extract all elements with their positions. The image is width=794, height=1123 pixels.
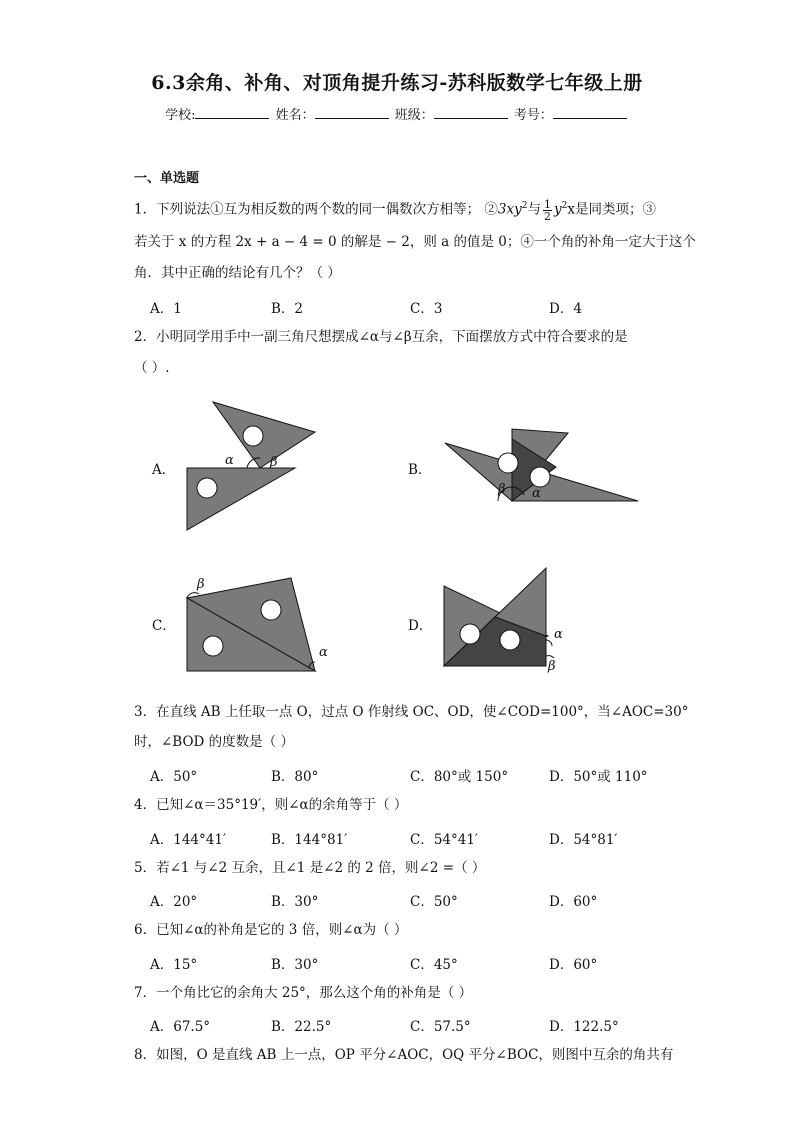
- triangle-bottom: [187, 468, 295, 530]
- q3-option-a[interactable]: A．50°: [150, 769, 198, 785]
- q1-line2: 若关于 x 的方程 2x + a − 4 = 0 的解是 − 2，则 a 的值是 0；④一个角的补角一定大于这个: [134, 234, 696, 250]
- q7-option-a[interactable]: A．67.5°: [150, 1019, 211, 1035]
- q2-figure-b-label[interactable]: B．: [408, 462, 432, 478]
- q2-figure-d-label[interactable]: D．: [408, 618, 433, 634]
- number-blank[interactable]: [553, 106, 627, 119]
- q1-line3: 角．其中正确的结论有几个？（ ）: [134, 265, 341, 281]
- q5-option-a[interactable]: A．20°: [150, 894, 198, 910]
- school-blank[interactable]: [195, 106, 269, 119]
- fraction-half: $\frac{1}{2}$: [543, 197, 551, 223]
- q3-option-c[interactable]: C．80°或 150°: [410, 769, 509, 785]
- q3-line1: 3．在直线 AB 上任取一点 O，过点 O 作射线 OC、OD，使∠COD=100°，当∠AOC=30°: [134, 704, 689, 720]
- q7-option-d[interactable]: D．122.5°: [549, 1019, 619, 1035]
- class-blank[interactable]: [434, 106, 508, 119]
- class-label: 班级：: [394, 108, 434, 123]
- q2-figure-a-label[interactable]: A．: [152, 462, 176, 478]
- q6-option-d[interactable]: D．60°: [549, 957, 598, 973]
- q6-line1: 6．已知∠α的补角是它的 3 倍，则∠α为（ ）: [134, 922, 408, 938]
- q7-option-b[interactable]: B．22.5°: [271, 1019, 332, 1035]
- q1-option-d[interactable]: D．4: [549, 301, 582, 317]
- beta-label: β: [270, 455, 278, 470]
- number-label: 考号：: [513, 108, 553, 123]
- name-label: 姓名：: [275, 108, 315, 123]
- q7-option-c[interactable]: C．57.5°: [410, 1019, 471, 1035]
- q2-figure-c: [185, 576, 335, 676]
- q2-line2: （ ）.: [134, 360, 170, 376]
- q5-option-c[interactable]: C．50°: [410, 894, 458, 910]
- page-title: 6.3余角、补角、对顶角提升练习-苏科版数学七年级上册: [151, 72, 643, 94]
- alpha-label: α: [225, 453, 234, 468]
- q4-line1: 4．已知∠α＝35°19′，则∠α的余角等于（ ）: [134, 797, 408, 813]
- q8-line1: 8．如图，O 是直线 AB 上一点，OP 平分∠AOC，OQ 平分∠BOC，则图中互余的角共有: [134, 1047, 674, 1063]
- section-heading: 一、单选题: [134, 171, 200, 186]
- q5-option-d[interactable]: D．60°: [549, 894, 598, 910]
- q2-figure-a: [185, 400, 335, 535]
- q6-option-a[interactable]: A．15°: [150, 957, 198, 973]
- q1-option-a[interactable]: A．1: [150, 301, 182, 317]
- school-label: 学校:: [165, 108, 196, 123]
- q2-figure-d: [440, 566, 570, 672]
- q4-option-d[interactable]: D．54°81′: [549, 832, 618, 848]
- svg-text:β: β: [498, 482, 506, 497]
- q4-option-a[interactable]: A．144°41′: [150, 832, 227, 848]
- q1-line1: 1．下列说法①互为相反数的两个数的同一偶数次方相等； $②3xy^2$与 $\frac{1}{2}$ $y^2x$是同类项；③: [134, 197, 656, 223]
- student-info-row: [0, 104, 794, 123]
- q3-option-b[interactable]: B．80°: [271, 769, 319, 785]
- svg-text:α: α: [554, 627, 563, 642]
- svg-text:β: β: [548, 659, 556, 674]
- q2-figure-c-label[interactable]: C．: [152, 618, 176, 634]
- q7-line1: 7．一个角比它的余角大 25°，那么这个角的补角是（ ）: [134, 985, 473, 1001]
- q3-line2: 时，∠BOD 的度数是（ ）: [134, 734, 294, 750]
- q6-option-b[interactable]: B．30°: [271, 957, 319, 973]
- q4-option-b[interactable]: B．144°81′: [271, 832, 348, 848]
- svg-text:α: α: [532, 486, 541, 501]
- q1-option-b[interactable]: B．2: [271, 301, 304, 317]
- q3-option-d[interactable]: D．50°或 110°: [549, 769, 648, 785]
- svg-text:β: β: [197, 577, 205, 592]
- q2-figure-b: [440, 425, 640, 505]
- q2-line1: 2．小明同学用手中一副三角尺想摆成∠α与∠β互余，下面摆放方式中符合要求的是: [134, 329, 628, 345]
- q5-option-b[interactable]: B．30°: [271, 894, 319, 910]
- q6-option-c[interactable]: C．45°: [410, 957, 458, 973]
- q1-option-c[interactable]: C．3: [410, 301, 443, 317]
- q5-line1: 5．若∠1 与∠2 互余，且∠1 是∠2 的 2 倍，则∠2 =（ ）: [134, 860, 486, 876]
- q4-option-c[interactable]: C．54°41′: [410, 832, 479, 848]
- name-blank[interactable]: [315, 106, 389, 119]
- svg-text:α: α: [319, 645, 328, 660]
